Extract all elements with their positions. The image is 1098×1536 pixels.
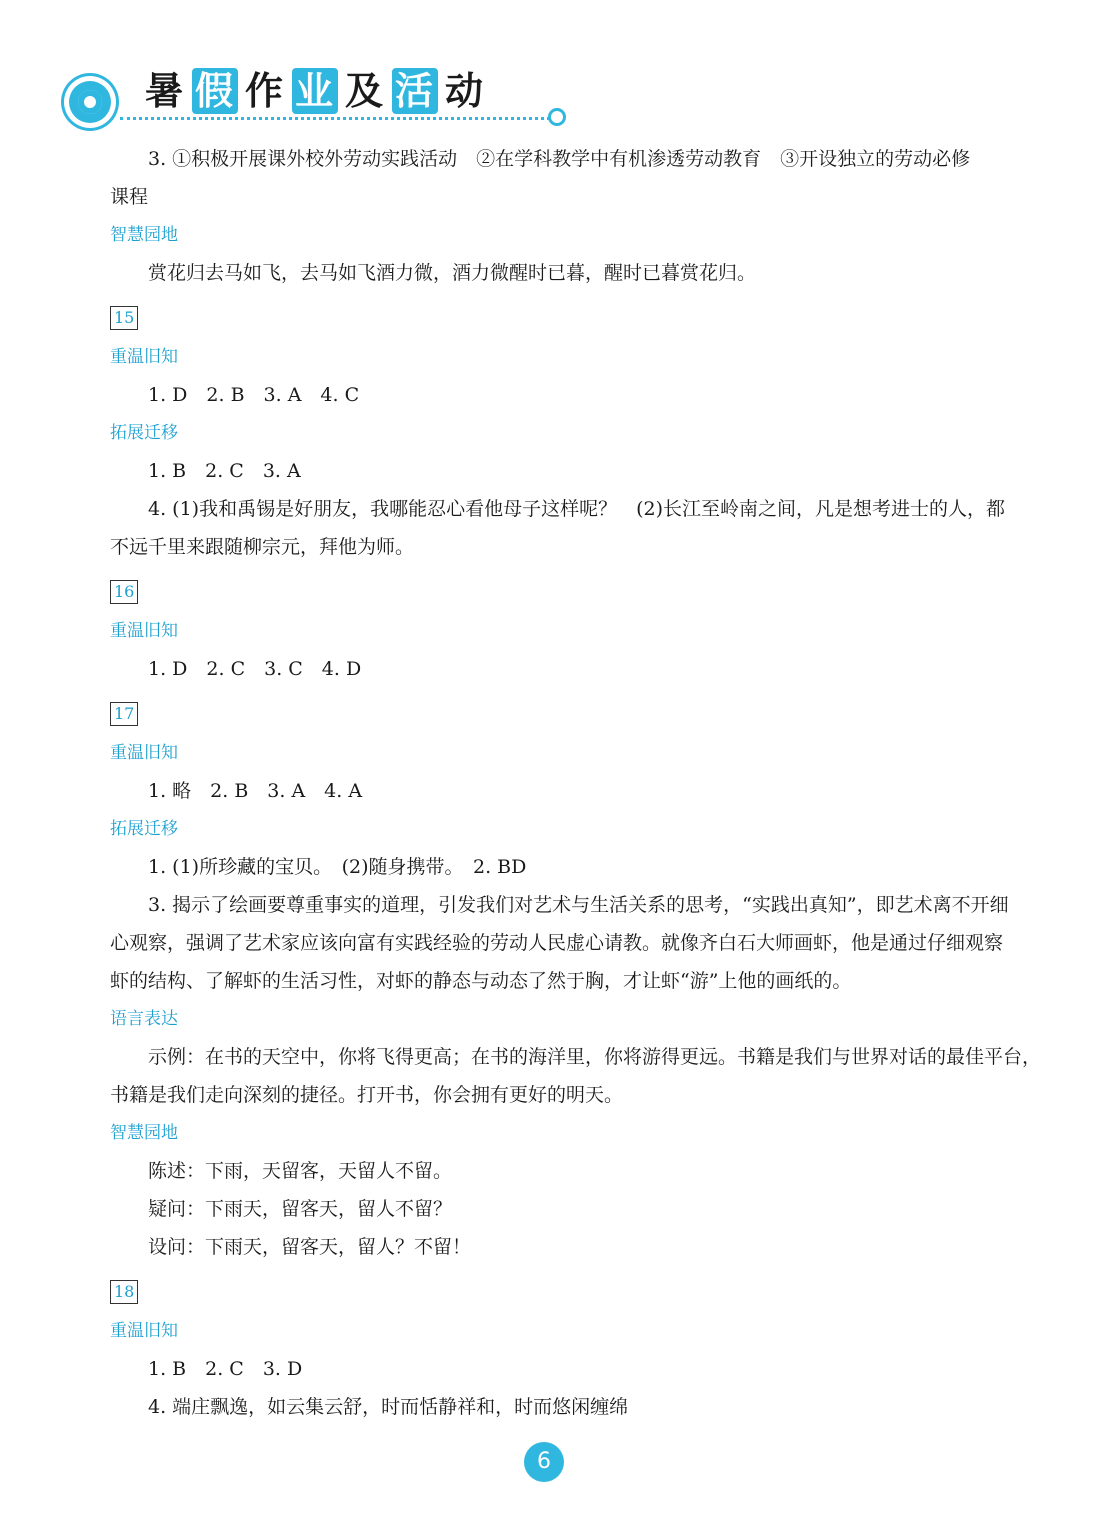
answer-line: 3. ①积极开展课外校外劳动实践活动 ②在学科教学中有机渗透劳动教育 ③开设独立的劳动必修 [148, 148, 971, 170]
lesson-number: 18 [110, 1280, 138, 1304]
title-char: 作 [244, 69, 285, 113]
answer-line: 设问：下雨天，留客天，留人？不留！ [148, 1236, 472, 1258]
header-dotted-line [120, 117, 550, 120]
lesson-number: 17 [110, 702, 138, 726]
answer-line: 虾的结构、了解虾的生活习性，对虾的静态与动态了然于胸，才让虾“游”上他的画纸的。 [110, 970, 852, 992]
section-heading: 语言表达 [110, 1009, 178, 1029]
section-heading: 拓展迁移 [110, 423, 178, 443]
answer-line: 示例：在书的天空中，你将飞得更高；在书的海洋里，你将游得更远。书籍是我们与世界对话的最佳平台， [148, 1046, 1042, 1068]
answer-content [110, 140, 1042, 1426]
answer-line: 1. (1)所珍藏的宝贝。 (2)随身携带。 2. BD [148, 856, 527, 878]
answer-line: 课程 [110, 186, 149, 208]
answer-line: 1. B 2. C 3. D [148, 1358, 303, 1380]
title-char: 业 [292, 68, 338, 114]
answer-line: 书籍是我们走向深刻的捷径。打开书，你会拥有更好的明天。 [110, 1084, 624, 1106]
section-heading: 智慧园地 [110, 225, 178, 245]
answer-line: 1. D 2. B 3. A 4. C [148, 384, 360, 406]
page-header [60, 62, 580, 132]
lesson-number: 16 [110, 580, 138, 604]
title-char: 暑 [144, 69, 185, 113]
answer-line: 4. (1)我和禹锡是好朋友，我哪能忍心看他母子这样呢？ (2)长江至岭南之间，凡是想考进士的人，都 [148, 498, 1005, 520]
answer-line: 赏花归去马如飞，去马如飞酒力微，酒力微醒时已暮，醒时已暮赏花归。 [148, 262, 757, 284]
section-heading: 拓展迁移 [110, 819, 178, 839]
page-number: 6 [524, 1442, 564, 1482]
answer-line: 1. 略 2. B 3. A 4. A [148, 780, 363, 802]
answer-line: 3. 揭示了绘画要尊重事实的道理，引发我们对艺术与生活关系的思考，“实践出真知”，即艺术离不开细 [148, 894, 1009, 916]
title-char: 及 [344, 69, 385, 113]
section-heading: 智慧园地 [110, 1123, 178, 1143]
section-heading: 重温旧知 [110, 621, 178, 641]
section-heading: 重温旧知 [110, 743, 178, 763]
title-char: 活 [392, 68, 438, 114]
answer-line: 1. B 2. C 3. A [148, 460, 301, 482]
header-end-dot-icon [548, 108, 566, 126]
answer-line: 陈述：下雨，天留客，天留人不留。 [148, 1160, 453, 1182]
lesson-number: 15 [110, 306, 138, 330]
answer-line: 疑问：下雨天，留客天，留人不留？ [148, 1198, 453, 1220]
answer-line: 4. 端庄飘逸，如云集云舒，时而恬静祥和，时而悠闲缠绵 [148, 1396, 629, 1418]
answer-line: 1. D 2. C 3. C 4. D [148, 658, 362, 680]
section-heading: 重温旧知 [110, 347, 178, 367]
answer-line: 心观察，强调了艺术家应该向富有实践经验的劳动人民虚心请教。就像齐白石大师画虾，他是通过仔细观察 [110, 932, 1004, 954]
target-circle-icon [64, 76, 116, 128]
title-char: 动 [444, 69, 485, 113]
answer-line: 不远千里来跟随柳宗元，拜他为师。 [110, 536, 415, 558]
header-title [142, 66, 488, 116]
section-heading: 重温旧知 [110, 1321, 178, 1341]
title-char: 假 [192, 68, 238, 114]
